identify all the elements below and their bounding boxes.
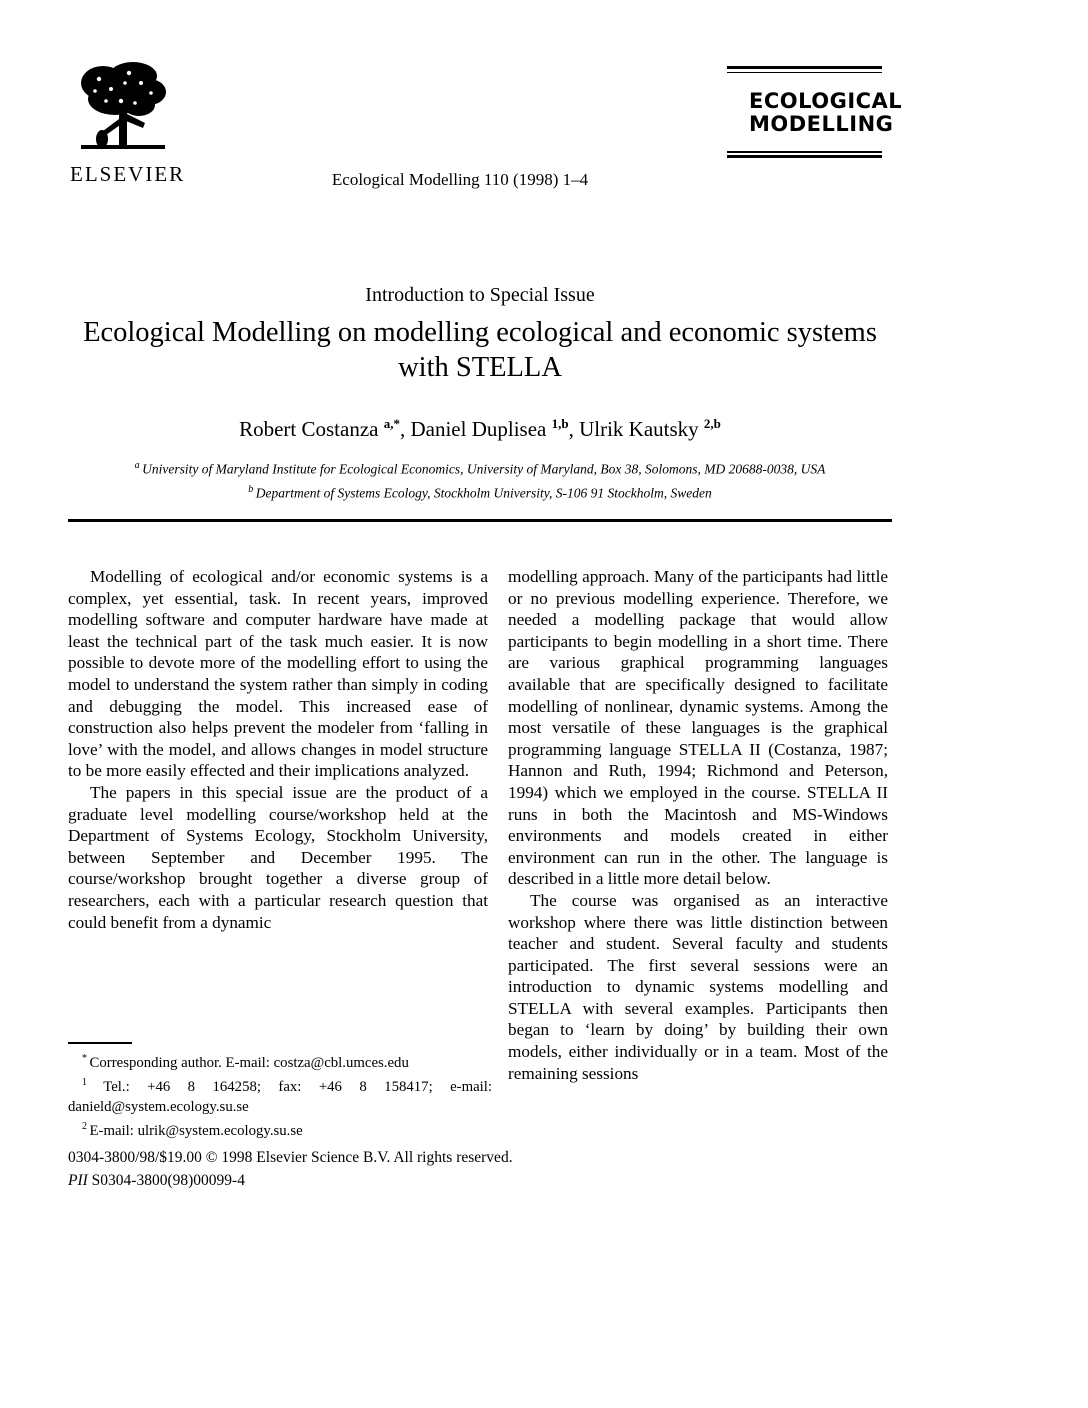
author-1: Robert Costanza $^{a,*}$, [239,416,411,441]
logo-rule-bottom-thick [727,155,882,158]
affiliation-a-superscript: a [134,460,143,471]
footnote-corresponding-author: * Corresponding author. E-mail: costza@cbl.umces.edu [82,1053,409,1071]
logo-rule-top-thick [727,66,882,69]
footnote-1: $^1$ Tel.: +46 8 164258; fax: +46 8 158417; e-mail: danield@system.ecology.su.se [68,1077,492,1115]
heading-block [68,284,892,385]
paragraph: modelling approach. Many of the participants had little or no previous modelling experience. Therefore, we needed a modelling package that would allow participants to begin modelling in a short time. There are various graphical programming languages available that are specifically designed to facilitate modelling of nonlinear, dynamic systems. Among the most versatile of these languages is the graphical programming language STELLA II (Costanza, 1987; Hannon and Ruth, 1994; Richmond and Peterson, 1994) which we employed in the course. STELLA II runs in both the Macintosh and MS-Windows environments and models created in either environment can run in the other. The language is described in a little more detail below. [508,567,888,889]
heading-divider-rule [68,519,892,522]
pii-line [68,1169,892,1192]
paragraph: The course was organised as an interactive workshop where there was little distinction between teacher and student. Several faculty and students participated. The first several sessions were an introduction to dynamic systems modelling and STELLA with several examples. Participants then began to ‘learn by doing’ by building their own models, either individually or in a team. Most of the remaining sessions [508,890,888,1083]
author-3-superscript: 2,b [703,416,721,431]
paragraph: The papers in this special issue are the product of a graduate level modelling course/workshop held at the Department of Systems Ecology, Stockholm University, between September and December 1995. The course/workshop brought together a diverse group of researchers, each with a particular research question that could benefit from a dynamic [68,782,488,932]
journal-logo-line1: ECOLOGICAL [749,89,903,113]
affiliations [68,456,892,503]
copyright-line: 0304-3800/98/$19.00 © 1998 Elsevier Science B.V. All rights reserved. [68,1149,513,1166]
footnotes [68,1049,492,1142]
affiliation-a: $^a$ University of Maryland Institute for Ecological Economics, University of Maryland, Box 38, Solomons, MD 20688-0038, USA [134,460,826,477]
section-kicker: Introduction to Special Issue [365,284,595,306]
authors-line [68,416,892,442]
author-separator: , [568,417,580,441]
footnote-divider-rule [68,1042,132,1044]
affiliation-b: $^b$ Department of Systems Ecology, Stockholm University, S-106 91 Stockholm, Sweden [248,483,712,500]
author-2: Daniel Duplisea $^{1,b}$, [410,416,580,441]
journal-reference: Ecological Modelling 110 (1998) 1–4 [331,170,589,189]
author-2-superscript: 1,b [551,416,569,431]
author-3: Ulrik Kautsky $^{2,b}$ [579,416,721,441]
journal-logo-text [727,73,903,151]
journal-logo [727,66,903,158]
page-footer [68,1146,892,1192]
journal-logo-line2: MODELLING [749,112,894,136]
publisher-name: ELSEVIER [70,162,186,186]
pii-value: S0304-3800(98)00099-4 [87,1172,245,1189]
footnote-marker: 2 [82,1121,90,1133]
elsevier-tree-logo [73,58,173,160]
article-title: Ecological Modelling on modelling ecological and economic systems with STELLA [83,317,877,383]
author-separator: , [399,417,411,441]
body-column-right [508,566,888,1084]
logo-rule-bottom-thin [727,151,882,153]
footnote-2: $^2$ E-mail: ulrik@system.ecology.su.se [82,1121,303,1140]
pii-label: PII [68,1172,88,1189]
footnote-marker: * [82,1053,90,1064]
footnote-marker: 1 [82,1077,104,1089]
affiliation-b-superscript: b [248,483,256,495]
paragraph: Modelling of ecological and/or economic systems is a complex, yet essential, task. In recent years, improved modelling software and computer hardware have made at least the technical part of the task much easier. It is now possible to devote more of the modelling effort to using the model to understand the system rather than simply in coding and debugging the model. This increased ease of construction also helps prevent the modeler from ‘falling in love’ with the model, and allows changes in model structure to be more easily effected and their implications analyzed. [68,567,488,781]
body-column-left [68,566,488,933]
author-1-superscript: a,* [383,416,400,431]
